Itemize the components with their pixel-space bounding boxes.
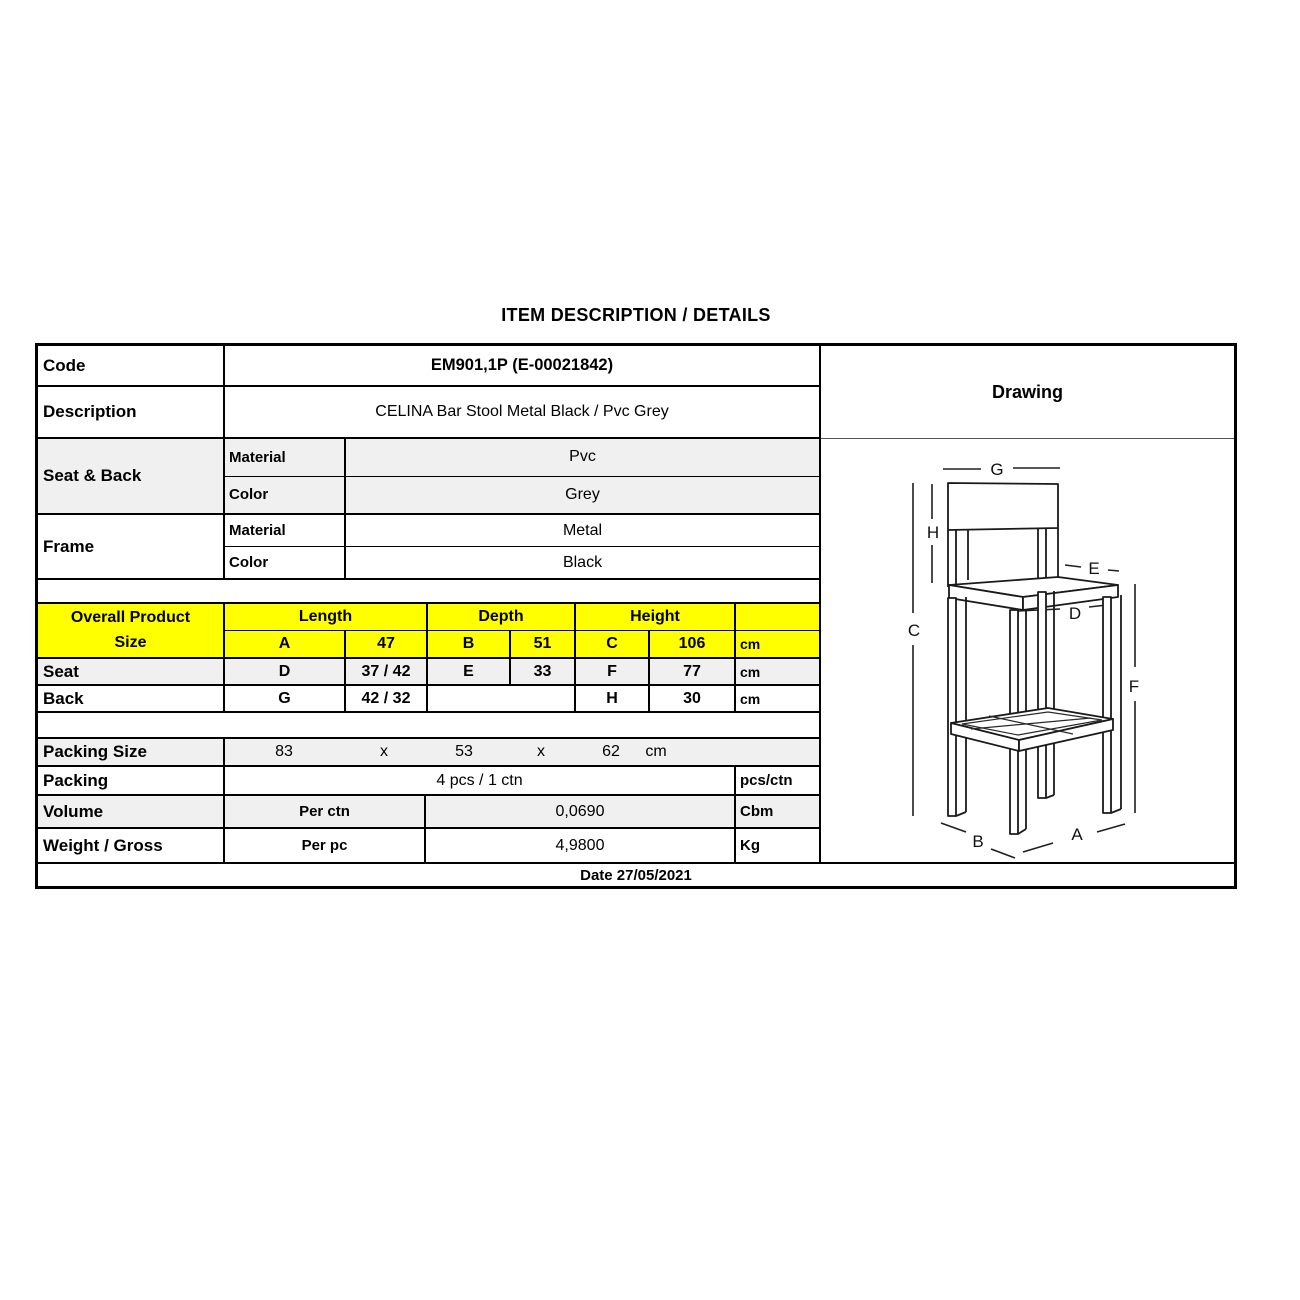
drawing-label-d: D (1068, 604, 1082, 623)
weight-basis: Per pc (225, 829, 426, 862)
packing-label: Packing (38, 767, 225, 794)
seat-size-label: Seat (38, 659, 225, 684)
spacer-row-1 (38, 580, 819, 604)
packing-value: 4 pcs / 1 ctn (225, 767, 736, 794)
seat-back-section (38, 439, 819, 515)
date-row (38, 862, 1234, 886)
weight-unit: Kg (740, 837, 760, 854)
description-row (38, 387, 819, 439)
frame-color-label: Color (225, 547, 346, 578)
size-dimension-header-row (225, 604, 819, 631)
back-height-key: H (576, 686, 650, 711)
back-size-row (38, 686, 819, 713)
code-label: Code (38, 346, 225, 385)
packing-size-row (38, 739, 819, 767)
size-group-line1: Overall Product (70, 608, 191, 626)
height-header: Height (576, 604, 736, 630)
overall-length-key: A (225, 631, 346, 657)
overall-unit: cm (740, 636, 761, 652)
drawing-column (819, 346, 1234, 862)
packing-size-x2: x (537, 743, 545, 760)
packing-size-label: Packing Size (38, 739, 225, 765)
volume-unit: Cbm (740, 803, 774, 820)
frame-section (38, 515, 819, 580)
seat-depth-key: E (428, 659, 511, 684)
size-unit-header-empty (736, 604, 817, 630)
size-group-label (38, 604, 225, 657)
details-columns (38, 346, 819, 862)
drawing-label-c: C (907, 621, 921, 640)
packing-size-unit: cm (645, 743, 667, 760)
back-height-value: 30 (650, 686, 736, 711)
frame-group-label: Frame (38, 515, 225, 578)
weight-value: 4,9800 (426, 829, 736, 862)
packing-size-d3: 62 (602, 743, 620, 760)
drawing-label-h: H (926, 523, 940, 542)
drawing-label-b: B (972, 832, 984, 851)
page-title: ITEM DESCRIPTION / DETAILS (501, 305, 771, 325)
spacer-row-2 (38, 713, 819, 739)
code-value: EM901,1P (E-00021842) (430, 356, 614, 374)
frame-material-label: Material (225, 515, 346, 546)
seat-back-color-label: Color (225, 477, 346, 514)
drawing-label-e: E (1088, 559, 1100, 578)
size-group-line2: Size (114, 633, 147, 651)
size-header-section (38, 604, 819, 659)
seat-back-color-value: Grey (565, 485, 600, 503)
back-size-label: Back (38, 686, 225, 711)
packing-unit: pcs/ctn (740, 772, 793, 789)
packing-size-d1: 83 (275, 743, 293, 760)
overall-length-value: 47 (346, 631, 428, 657)
seat-back-material-row (225, 439, 819, 477)
back-length-value: 42 / 32 (346, 686, 428, 711)
volume-label: Volume (38, 796, 225, 827)
seat-length-value: 37 / 42 (346, 659, 428, 684)
date-value: Date 27/05/2021 (580, 866, 692, 884)
volume-row (38, 796, 819, 829)
back-length-key: G (225, 686, 346, 711)
stool-drawing (821, 439, 1234, 861)
seat-back-color-row (225, 477, 819, 514)
description-label: Description (38, 387, 225, 437)
weight-label: Weight / Gross (38, 829, 225, 862)
depth-header: Depth (428, 604, 576, 630)
packing-row (38, 767, 819, 796)
back-depth-empty (428, 686, 576, 711)
packing-size-values (225, 739, 819, 765)
back-unit: cm (740, 690, 761, 707)
overall-height-key: C (576, 631, 650, 657)
seat-height-value: 77 (650, 659, 736, 684)
drawing-header: Drawing (821, 346, 1234, 439)
frame-material-row (225, 515, 819, 547)
drawing-label-f: F (1128, 677, 1140, 696)
description-value: CELINA Bar Stool Metal Black / Pvc Grey (375, 403, 669, 420)
drawing-label-g: G (990, 460, 1004, 479)
seat-depth-value: 33 (511, 659, 576, 684)
seat-size-row (38, 659, 819, 686)
packing-size-d2: 53 (455, 743, 473, 760)
packing-size-x1: x (380, 743, 388, 760)
frame-color-row (225, 547, 819, 578)
seat-back-material-value: Pvc (569, 448, 596, 466)
seat-length-key: D (225, 659, 346, 684)
overall-height-value: 106 (650, 631, 736, 657)
seat-back-material-label: Material (225, 439, 346, 476)
frame-material-value: Metal (562, 521, 603, 539)
overall-depth-value: 51 (511, 631, 576, 657)
overall-depth-key: B (428, 631, 511, 657)
drawing-label-a: A (1071, 825, 1083, 844)
seat-height-key: F (576, 659, 650, 684)
item-details-table (35, 343, 1237, 889)
code-row (38, 346, 819, 387)
weight-row (38, 829, 819, 862)
seat-back-group-label: Seat & Back (38, 439, 225, 513)
frame-color-value: Black (562, 553, 603, 571)
overall-size-row (225, 631, 819, 657)
volume-value: 0,0690 (426, 796, 736, 827)
length-header: Length (225, 604, 428, 630)
volume-basis: Per ctn (225, 796, 426, 827)
seat-unit: cm (740, 663, 761, 680)
